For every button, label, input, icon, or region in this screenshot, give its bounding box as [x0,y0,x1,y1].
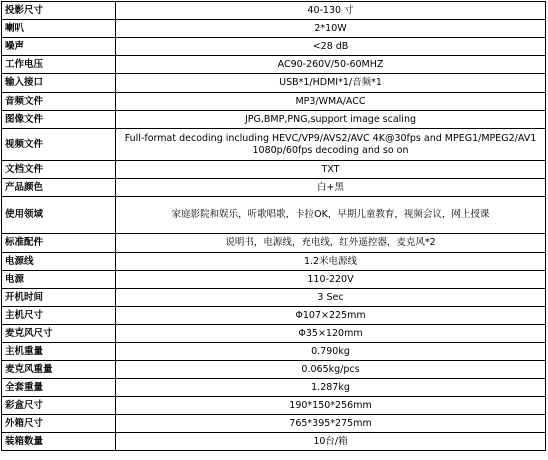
row-value: MP3/WMA/ACC [116,93,546,111]
row-label: 标准配件 [2,234,116,253]
row-value: 0.790kg [116,343,546,361]
row-host-size [2,307,546,325]
row-label: 输入接口 [2,74,116,93]
row-label: 开机时间 [2,289,116,307]
row-usage-fields [2,197,546,234]
row-label: 全套重量 [2,379,116,397]
row-value: AC90-260V/50-60MHZ [116,56,546,74]
row-working-voltage [2,56,546,74]
row-host-weight [2,343,546,361]
row-value: 家庭影院和娱乐，听歌唱歌，卡拉OK，早期儿童教育，视频会议，网上授课 [116,197,546,234]
row-value: <28 dB [116,38,546,56]
row-label: 装箱数量 [2,433,116,451]
row-label: 麦克风重量 [2,361,116,379]
row-label: 电源线 [2,253,116,271]
row-noise [2,38,546,56]
row-value: JPG,BMP,PNG,support image scaling [116,111,546,129]
row-value: 10台/箱 [116,433,546,451]
row-value: Full-format decoding including HEVC/VP9/AVS2/AVC 4K@30fps and MPEG1/MPEG2/AV1 1080p/60fps decoding and so on [116,129,546,161]
row-value: 白+黑 [116,179,546,197]
row-boot-time [2,289,546,307]
row-label: 工作电压 [2,56,116,74]
row-label: 电源 [2,271,116,289]
row-value: 1.2米电源线 [116,253,546,271]
row-label: 图像文件 [2,111,116,129]
row-video-files [2,129,546,161]
row-document-files [2,161,546,179]
row-total-weight [2,379,546,397]
row-label: 主机尺寸 [2,307,116,325]
row-value: USB*1/HDMI*1/音频*1 [116,74,546,93]
row-power-supply [2,271,546,289]
row-color-box-size [2,397,546,415]
row-microphone-size [2,325,546,343]
row-label: 麦克风尺寸 [2,325,116,343]
row-value: 110-220V [116,271,546,289]
row-microphone-weight [2,361,546,379]
row-label: 文档文件 [2,161,116,179]
row-value: 0.065kg/pcs [116,361,546,379]
row-audio-files [2,93,546,111]
row-value: 765*395*275mm [116,415,546,433]
row-value: 说明书，电源线，充电线，红外遥控器，麦克风*2 [116,234,546,253]
row-label: 噪声 [2,38,116,56]
row-standard-accessories [2,234,546,253]
row-value: 1.287kg [116,379,546,397]
row-label: 外箱尺寸 [2,415,116,433]
row-packing-quantity [2,433,546,451]
row-label: 喇叭 [2,20,116,38]
row-power-cord [2,253,546,271]
row-speaker [2,20,546,38]
row-projection-size [2,2,546,20]
row-label: 使用领域 [2,197,116,234]
row-label: 音频文件 [2,93,116,111]
row-value: 190*150*256mm [116,397,546,415]
row-value: TXT [116,161,546,179]
row-label: 产品颜色 [2,179,116,197]
row-input-ports [2,74,546,93]
row-value: 3 Sec [116,289,546,307]
row-label: 视频文件 [2,129,116,161]
row-value: 2*10W [116,20,546,38]
spec-sheet [1,1,546,458]
spec-table [1,1,546,451]
row-label: 彩盒尺寸 [2,397,116,415]
row-image-files [2,111,546,129]
row-value: Φ35×120mm [116,325,546,343]
row-product-color [2,179,546,197]
row-label: 主机重量 [2,343,116,361]
row-value: 40-130 寸 [116,2,546,20]
row-label: 投影尺寸 [2,2,116,20]
row-carton-size [2,415,546,433]
row-value: Φ107×225mm [116,307,546,325]
